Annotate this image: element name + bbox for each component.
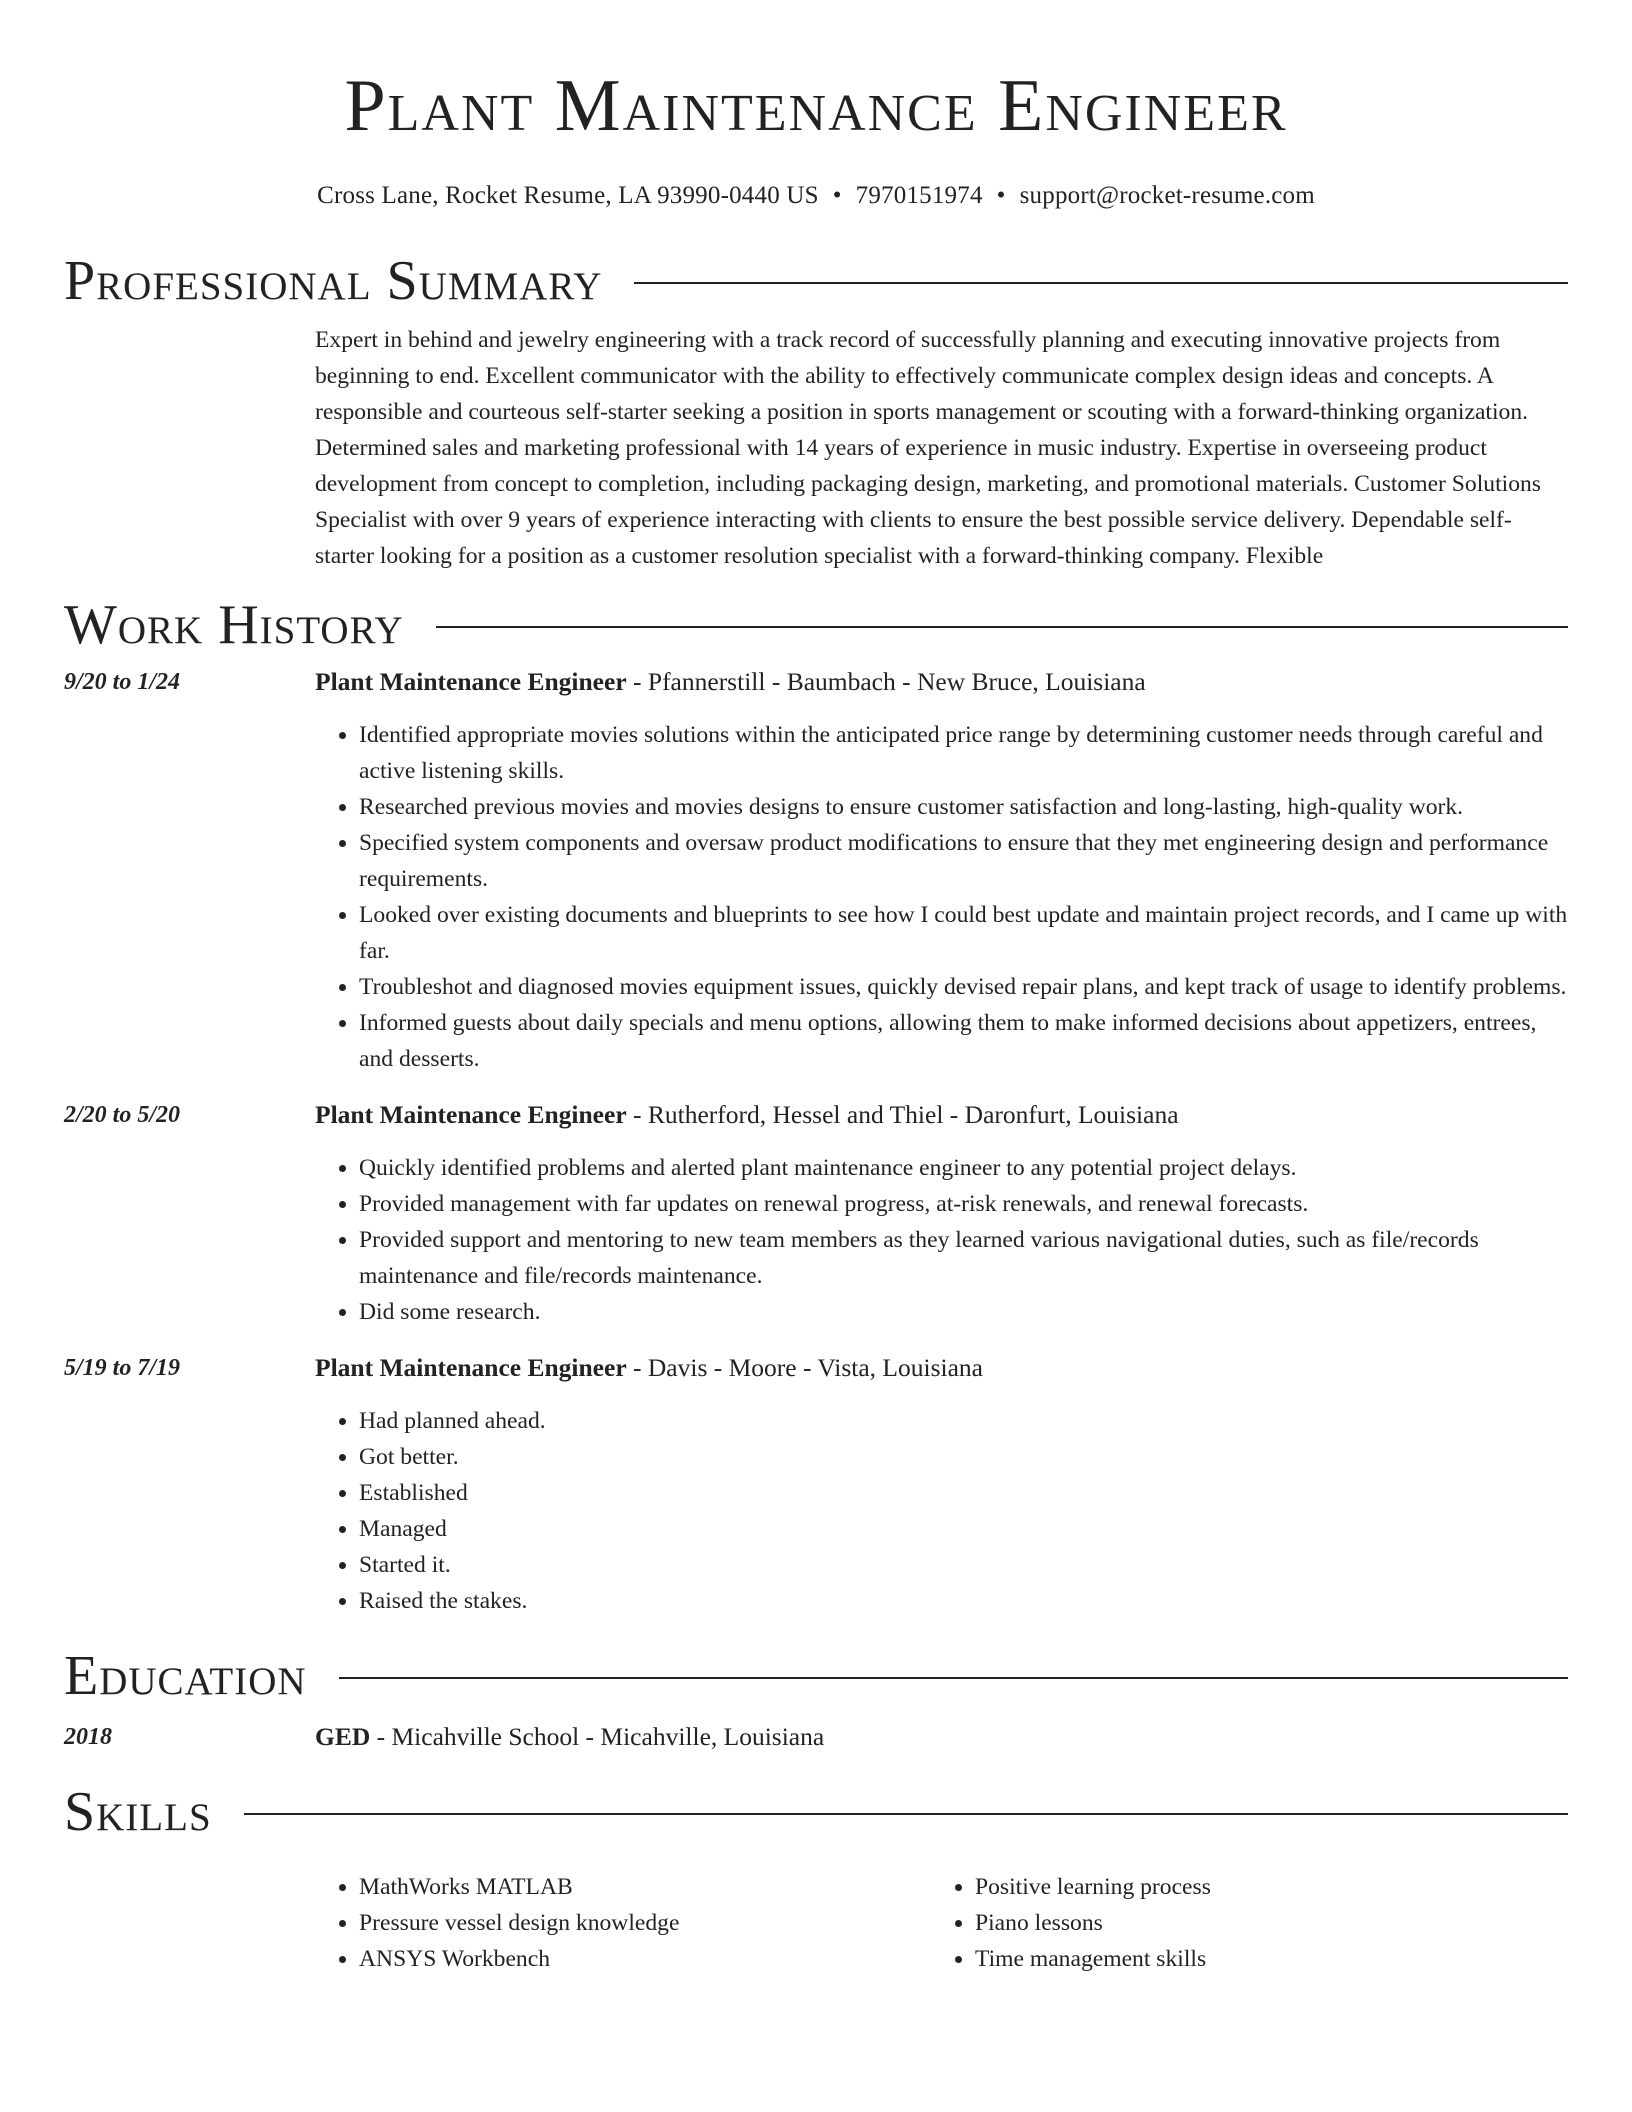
education-year: 2018 [64, 1724, 112, 1750]
skill-item: • Pressure vessel design knowledge [359, 1905, 931, 1941]
job-dates: 2/20 to 5/20 [64, 1102, 181, 1128]
job-title: Plant Maintenance Engineer [315, 1100, 627, 1129]
job-details: - Davis - Moore - Vista, Louisiana [626, 1353, 983, 1382]
summary-text: Expert in behind and jewelry engineering with a track record of successfully planning and executing innovative projects from beginning to end. Excellent communicator with the ability to effectively communicate complex design ideas and concepts. A responsible and courteous self-starter seeking a position in sports management or scouting with a forward-thinking organization. Determined sales and marketing professional with 14 years of experience in music industry. Expertise in overseeing product development from concept to completion, including packaging design, marketing, and promotional materials. Customer Solutions Specialist with over 9 years of experience interacting with clients to ensure the best possible service delivery. Dependable self-starter looking for a position as a customer resolution specialist with a forward-thinking company. Flexible [315, 327, 1541, 569]
section-divider [339, 1677, 1568, 1679]
summary-section-header [64, 246, 1568, 316]
job-entry [64, 1097, 1568, 1330]
work-section-header [64, 590, 1568, 660]
section-divider [436, 626, 1568, 628]
job-list [64, 664, 1568, 1619]
job-title-line [315, 664, 1568, 700]
job-bullet: • Quickly identified problems and alerted plant maintenance engineer to any potential project delays. [359, 1150, 1568, 1186]
job-bullet: • Established [359, 1475, 1568, 1511]
skill-item: • MathWorks MATLAB [359, 1869, 931, 1905]
skills-column-left [315, 1869, 931, 1977]
section-divider [634, 282, 1568, 284]
skill-item: • Piano lessons [975, 1905, 1555, 1941]
job-bullet: • Raised the stakes. [359, 1583, 1568, 1619]
education-section-header [64, 1641, 1568, 1711]
job-bullet: • Provided management with far updates on renewal progress, at-risk renewals, and renewal forecasts. [359, 1186, 1568, 1222]
job-bullet: • Researched previous movies and movies designs to ensure customer satisfaction and long-lasting, high-quality work. [359, 789, 1568, 825]
education-line [315, 1719, 1568, 1755]
job-bullets [315, 1403, 1568, 1619]
job-details: - Pfannerstill - Baumbach - New Bruce, Louisiana [626, 667, 1146, 696]
job-entry [64, 1350, 1568, 1619]
job-title: Plant Maintenance Engineer [315, 1353, 627, 1382]
skill-item: • ANSYS Workbench [359, 1941, 931, 1977]
job-entry [64, 664, 1568, 1077]
section-heading-summary: Professional Summary [64, 250, 603, 312]
job-bullet: • Provided support and mentoring to new team members as they learned various navigational duties, such as file/records maintenance and file/records maintenance. [359, 1222, 1568, 1294]
job-bullet: • Did some research. [359, 1294, 1568, 1330]
education-degree: GED [315, 1722, 371, 1751]
skills-list [315, 1869, 1568, 1977]
skills-column-right [931, 1869, 1555, 1977]
job-bullet: • Informed guests about daily specials and menu options, allowing them to make informed decisions about appetizers, entrees, and desserts. [359, 1005, 1568, 1077]
education-details: - Micahville School - Micahville, Louisiana [370, 1722, 825, 1751]
contact-email[interactable]: support@rocket-resume.com [1019, 182, 1315, 209]
section-heading-work: Work History [64, 594, 404, 656]
section-divider [244, 1813, 1568, 1815]
skill-item: • Positive learning process [975, 1869, 1555, 1905]
job-bullets [315, 717, 1568, 1077]
skills-section-header [64, 1777, 1568, 1847]
section-heading-skills: Skills [64, 1781, 212, 1843]
contact-line [64, 180, 1568, 212]
job-title-line [315, 1350, 1568, 1386]
job-bullet: • Troubleshot and diagnosed movies equipment issues, quickly devised repair plans, and kept track of usage to identify problems. [359, 969, 1568, 1005]
job-bullet: • Started it. [359, 1547, 1568, 1583]
job-bullet: • Identified appropriate movies solutions within the anticipated price range by determining customer needs through careful and active listening skills. [359, 717, 1568, 789]
job-bullets [315, 1150, 1568, 1330]
job-details: - Rutherford, Hessel and Thiel - Daronfurt, Louisiana [626, 1100, 1179, 1129]
resume-page [64, 0, 1568, 1977]
job-bullet: • Looked over existing documents and blueprints to see how I could best update and maintain project records, and I came up with far. [359, 897, 1568, 969]
job-title: Plant Maintenance Engineer [315, 667, 627, 696]
contact-phone: 7970151974 [855, 182, 983, 209]
resume-name: Plant Maintenance Engineer [344, 65, 1288, 147]
education-entry [64, 1719, 1568, 1755]
section-heading-education: Education [64, 1645, 307, 1707]
job-title-line [315, 1097, 1568, 1133]
job-bullet: • Got better. [359, 1439, 1568, 1475]
job-bullet: • Managed [359, 1511, 1568, 1547]
job-dates: 9/20 to 1/24 [64, 669, 181, 695]
job-bullet: • Specified system components and oversaw product modifications to ensure that they met engineering design and performance requirements. [359, 825, 1568, 897]
job-bullet: • Had planned ahead. [359, 1403, 1568, 1439]
job-dates: 5/19 to 7/19 [64, 1355, 181, 1381]
contact-address: Cross Lane, Rocket Resume, LA 93990-0440 US [317, 182, 819, 209]
skill-item: • Time management skills [975, 1941, 1555, 1977]
contact-separator: • [996, 182, 1006, 209]
contact-separator: • [832, 182, 842, 209]
